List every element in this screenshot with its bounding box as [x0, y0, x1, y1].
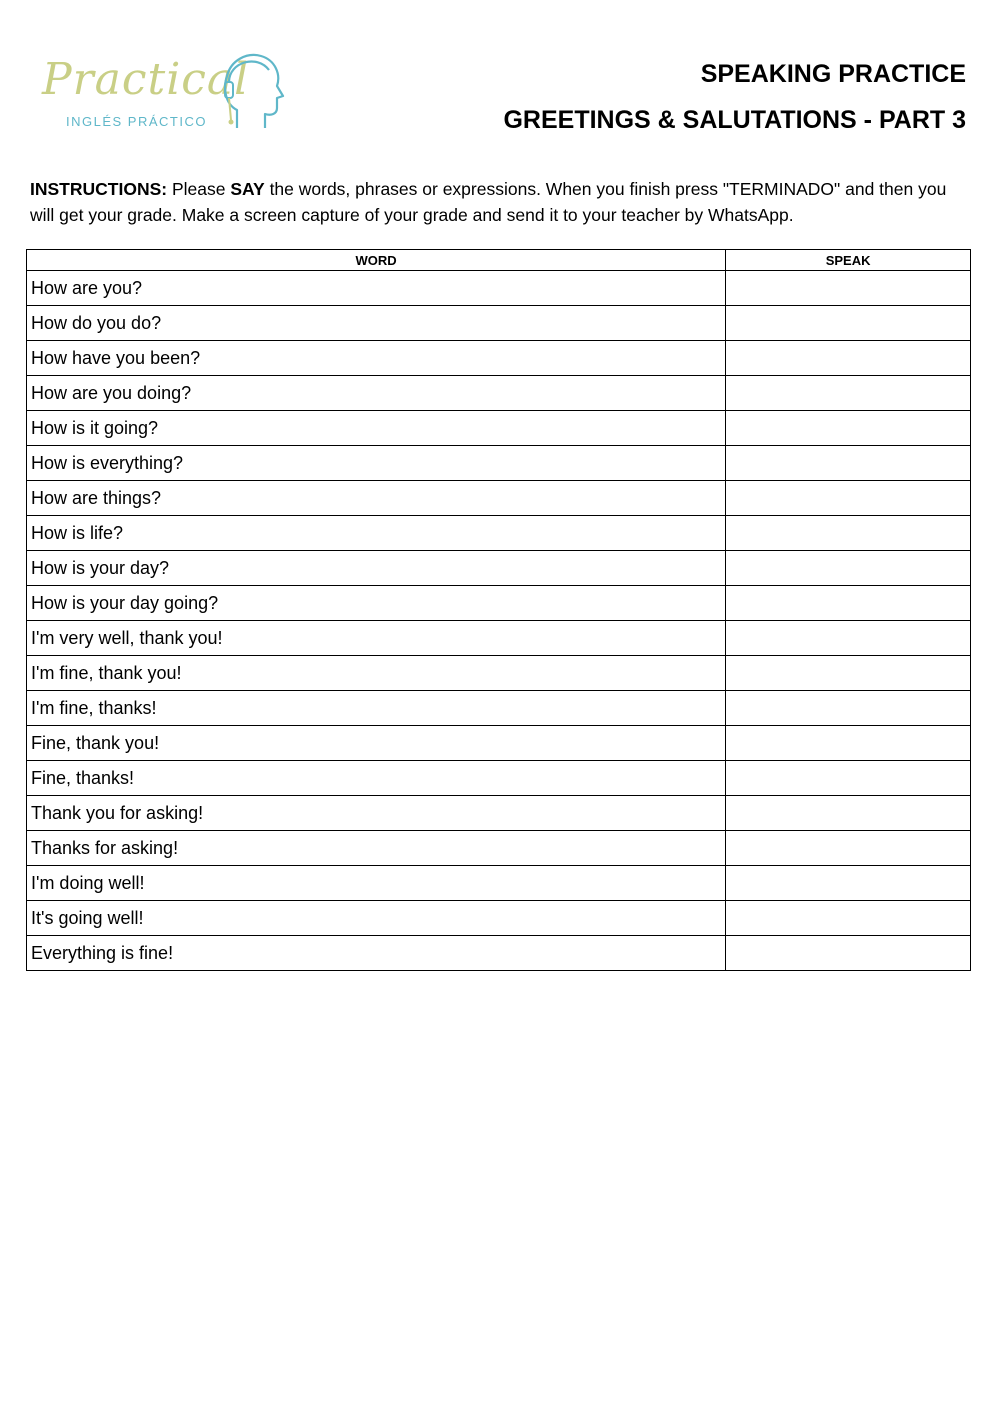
word-cell: I'm fine, thanks!	[27, 691, 726, 726]
speak-cell[interactable]	[726, 761, 971, 796]
table-row	[27, 376, 971, 411]
speak-cell[interactable]	[726, 446, 971, 481]
speak-cell[interactable]	[726, 551, 971, 586]
instructions-label: INSTRUCTIONS:	[30, 179, 168, 199]
instructions-text-2: the words, phrases or expressions. When you finish press "TERMINADO" and then you will get your grade. Make a screen capture of your grade and send it to your teacher by WhatsApp.	[30, 179, 947, 225]
speak-cell[interactable]	[726, 656, 971, 691]
word-cell: I'm very well, thank you!	[27, 621, 726, 656]
speak-cell[interactable]	[726, 306, 971, 341]
table-row	[27, 271, 971, 306]
table-row	[27, 551, 971, 586]
word-cell: How is life?	[27, 516, 726, 551]
speak-cell[interactable]	[726, 936, 971, 971]
table-row	[27, 691, 971, 726]
word-cell: It's going well!	[27, 901, 726, 936]
table-row	[27, 481, 971, 516]
word-cell: Thanks for asking!	[27, 831, 726, 866]
logo-script-text: Practical	[42, 54, 250, 105]
speak-cell[interactable]	[726, 831, 971, 866]
speak-cell[interactable]	[726, 481, 971, 516]
word-cell: I'm doing well!	[27, 866, 726, 901]
word-cell: How are you?	[27, 271, 726, 306]
speak-cell[interactable]	[726, 796, 971, 831]
column-header-word: WORD	[27, 250, 726, 271]
instructions	[30, 176, 970, 228]
speak-cell[interactable]	[726, 341, 971, 376]
table-row	[27, 936, 971, 971]
speak-cell[interactable]	[726, 516, 971, 551]
table-row	[27, 411, 971, 446]
speak-cell[interactable]	[726, 901, 971, 936]
table-row	[27, 901, 971, 936]
word-cell: How is your day going?	[27, 586, 726, 621]
table-row	[27, 306, 971, 341]
speak-cell[interactable]	[726, 621, 971, 656]
speak-cell[interactable]	[726, 271, 971, 306]
page-subtitle: GREETINGS & SALUTATIONS - PART 3	[503, 106, 966, 134]
word-cell: Thank you for asking!	[27, 796, 726, 831]
word-cell: How is everything?	[27, 446, 726, 481]
word-cell: How are you doing?	[27, 376, 726, 411]
word-cell: How have you been?	[27, 341, 726, 376]
table-row	[27, 656, 971, 691]
word-cell: I'm fine, thank you!	[27, 656, 726, 691]
word-cell: How are things?	[27, 481, 726, 516]
table-row	[27, 796, 971, 831]
column-header-speak: SPEAK	[726, 250, 971, 271]
word-cell: How is your day?	[27, 551, 726, 586]
table-header-row	[27, 250, 971, 271]
speak-cell[interactable]	[726, 586, 971, 621]
instructions-text-1: Please	[167, 179, 231, 199]
word-cell: How is it going?	[27, 411, 726, 446]
speaking-table	[26, 249, 971, 971]
logo-subtitle: INGLÉS PRÁCTICO	[66, 114, 207, 129]
table-row	[27, 621, 971, 656]
speak-cell[interactable]	[726, 376, 971, 411]
table-row	[27, 866, 971, 901]
table-row	[27, 516, 971, 551]
page-title: SPEAKING PRACTICE	[700, 60, 966, 88]
speak-cell[interactable]	[726, 691, 971, 726]
table-row	[27, 446, 971, 481]
logo	[42, 48, 292, 138]
word-cell: Fine, thanks!	[27, 761, 726, 796]
word-cell: Fine, thank you!	[27, 726, 726, 761]
word-cell: Everything is fine!	[27, 936, 726, 971]
table-row	[27, 341, 971, 376]
speak-cell[interactable]	[726, 411, 971, 446]
table-row	[27, 831, 971, 866]
instructions-say: SAY	[230, 179, 265, 199]
table-row	[27, 726, 971, 761]
table-row	[27, 761, 971, 796]
table-row	[27, 586, 971, 621]
word-cell: How do you do?	[27, 306, 726, 341]
speak-cell[interactable]	[726, 866, 971, 901]
head-with-headphones-icon	[217, 48, 287, 133]
speak-cell[interactable]	[726, 726, 971, 761]
